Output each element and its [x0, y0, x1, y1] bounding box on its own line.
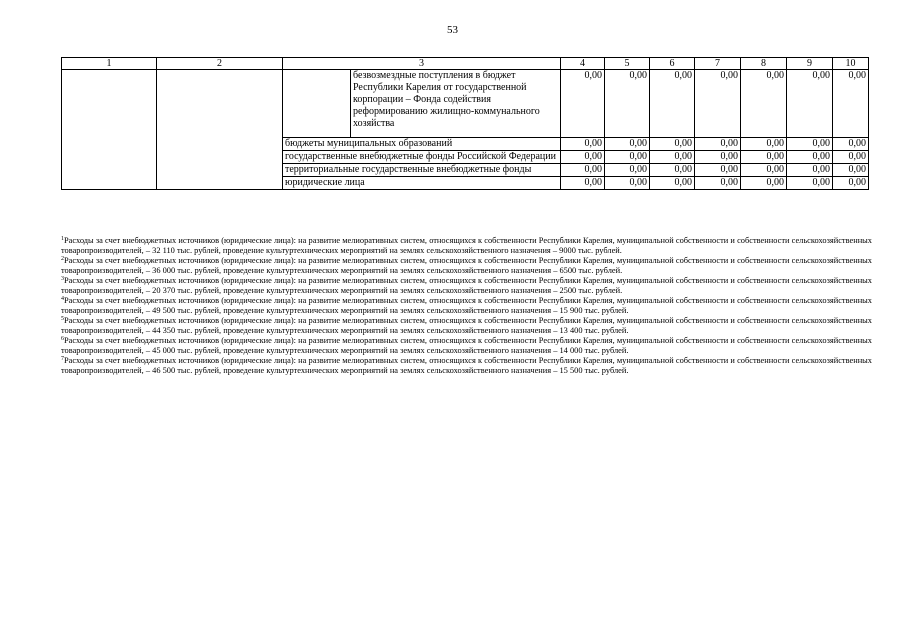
footnote-mark: 2	[61, 256, 64, 262]
footnote	[61, 336, 872, 356]
table-cell: 0,00	[833, 70, 869, 138]
table-cell: 0,00	[561, 164, 605, 177]
table-row	[62, 70, 869, 138]
footnote	[61, 256, 872, 276]
column-header: 7	[695, 58, 741, 70]
row-label: юридические лица	[283, 177, 561, 190]
table-cell: 0,00	[741, 177, 787, 190]
footnote-text: Расходы за счет внебюджетных источников (юридические лица): на развитие мелиоративных систем, относящихся к собственности Республики Карелия, муниципальной собственности и собственности сельскохозяйственных товаропроизводителей, – 32 110 тыс. рублей, проведение культуртехнических мероприятий на землях сельскохозяйственного назначения – 9000 тыс. рублей.	[61, 236, 872, 255]
footnote-mark: 4	[61, 296, 64, 302]
table-cell: 0,00	[561, 177, 605, 190]
row-label: территориальные государственные внебюджетные фонды	[283, 164, 561, 177]
footnote	[61, 236, 872, 256]
table-cell: 0,00	[833, 177, 869, 190]
table-cell: 0,00	[787, 138, 833, 151]
table-cell: 0,00	[650, 151, 695, 164]
table-cell: 0,00	[833, 151, 869, 164]
table-cell: 0,00	[695, 151, 741, 164]
table-cell: 0,00	[695, 164, 741, 177]
footnote	[61, 356, 872, 376]
footnote-text: Расходы за счет внебюджетных источников (юридические лица): на развитие мелиоративных систем, относящихся к собственности Республики Карелия, муниципальной собственности и собственности сельскохозяйственных товаропроизводителей, – 36 000 тыс. рублей, проведение культуртехнических мероприятий на землях сельскохозяйственного назначения – 6500 тыс. рублей.	[61, 256, 872, 275]
table-cell: 0,00	[787, 151, 833, 164]
row-label: государственные внебюджетные фонды Российской Федерации	[283, 151, 561, 164]
table-cell: 0,00	[787, 164, 833, 177]
table-cell: 0,00	[561, 70, 605, 138]
footnote-mark: 3	[61, 276, 64, 282]
column-header: 8	[741, 58, 787, 70]
table-cell: 0,00	[741, 151, 787, 164]
table-cell: 0,00	[741, 138, 787, 151]
row-label: безвозмездные поступления в бюджет Республики Карелия от государственной корпорации – Фонда содействия реформированию жилищно-коммунального хозяйства	[351, 70, 561, 138]
table-cell: 0,00	[741, 164, 787, 177]
column-header: 6	[650, 58, 695, 70]
table-cell: 0,00	[650, 70, 695, 138]
table-cell: 0,00	[695, 177, 741, 190]
page-number: 53	[447, 24, 458, 36]
table-cell: 0,00	[833, 138, 869, 151]
footnote-mark: 5	[61, 316, 64, 322]
table-cell: 0,00	[787, 177, 833, 190]
column-number-row	[62, 58, 869, 70]
table-cell: 0,00	[561, 138, 605, 151]
footnote	[61, 316, 872, 336]
column-header: 9	[787, 58, 833, 70]
column-header: 4	[561, 58, 605, 70]
table-cell: 0,00	[695, 138, 741, 151]
empty-cell	[283, 70, 351, 138]
table-cell: 0,00	[787, 70, 833, 138]
table-cell: 0,00	[695, 70, 741, 138]
footnotes	[61, 236, 872, 376]
table-cell: 0,00	[605, 177, 650, 190]
table-cell: 0,00	[833, 164, 869, 177]
table-cell: 0,00	[650, 177, 695, 190]
table-cell: 0,00	[650, 164, 695, 177]
column-header: 10	[833, 58, 869, 70]
table-cell: 0,00	[605, 164, 650, 177]
footnote-text: Расходы за счет внебюджетных источников (юридические лица): на развитие мелиоративных систем, относящихся к собственности Республики Карелия, муниципальной собственности и собственности сельскохозяйственных товаропроизводителей, – 45 000 тыс. рублей, проведение культуртехнических мероприятий на землях сельскохозяйственного назначения – 14 000 тыс. рублей.	[61, 336, 872, 355]
footnote-text: Расходы за счет внебюджетных источников (юридические лица): на развитие мелиоративных систем, относящихся к собственности Республики Карелия, муниципальной собственности и собственности сельскохозяйственных товаропроизводителей, – 44 350 тыс. рублей, проведение культуртехнических мероприятий на землях сельскохозяйственного назначения – 13 400 тыс. рублей.	[61, 316, 872, 335]
footnote-mark: 1	[61, 236, 64, 242]
table-cell: 0,00	[561, 151, 605, 164]
table-cell: 0,00	[741, 70, 787, 138]
footnote	[61, 276, 872, 296]
footnote-text: Расходы за счет внебюджетных источников (юридические лица): на развитие мелиоративных систем, относящихся к собственности Республики Карелия, муниципальной собственности и собственности сельскохозяйственных товаропроизводителей, – 49 500 тыс. рублей, проведение культуртехнических мероприятий на землях сельскохозяйственного назначения – 15 900 тыс. рублей.	[61, 296, 872, 315]
empty-cell	[62, 70, 157, 190]
empty-cell	[157, 70, 283, 190]
column-header: 2	[157, 58, 283, 70]
footnote-mark: 7	[61, 356, 64, 362]
column-header: 1	[62, 58, 157, 70]
table-cell: 0,00	[605, 70, 650, 138]
column-header: 5	[605, 58, 650, 70]
footnote	[61, 296, 872, 316]
table-cell: 0,00	[650, 138, 695, 151]
table-cell: 0,00	[605, 138, 650, 151]
column-header: 3	[283, 58, 561, 70]
budget-table	[61, 57, 869, 190]
footnote-text: Расходы за счет внебюджетных источников (юридические лица): на развитие мелиоративных систем, относящихся к собственности Республики Карелия, муниципальной собственности и собственности сельскохозяйственных товаропроизводителей, – 20 370 тыс. рублей, проведение культуртехнических мероприятий на землях сельскохозяйственного назначения – 2500 тыс. рублей.	[61, 276, 872, 295]
table-cell: 0,00	[605, 151, 650, 164]
footnote-mark: 6	[61, 336, 64, 342]
footnote-text: Расходы за счет внебюджетных источников (юридические лица): на развитие мелиоративных систем, относящихся к собственности Республики Карелия, муниципальной собственности и собственности сельскохозяйственных товаропроизводителей, – 46 500 тыс. рублей, проведение культуртехнических мероприятий на землях сельскохозяйственного назначения – 15 500 тыс. рублей.	[61, 356, 872, 375]
row-label: бюджеты муниципальных образований	[283, 138, 561, 151]
